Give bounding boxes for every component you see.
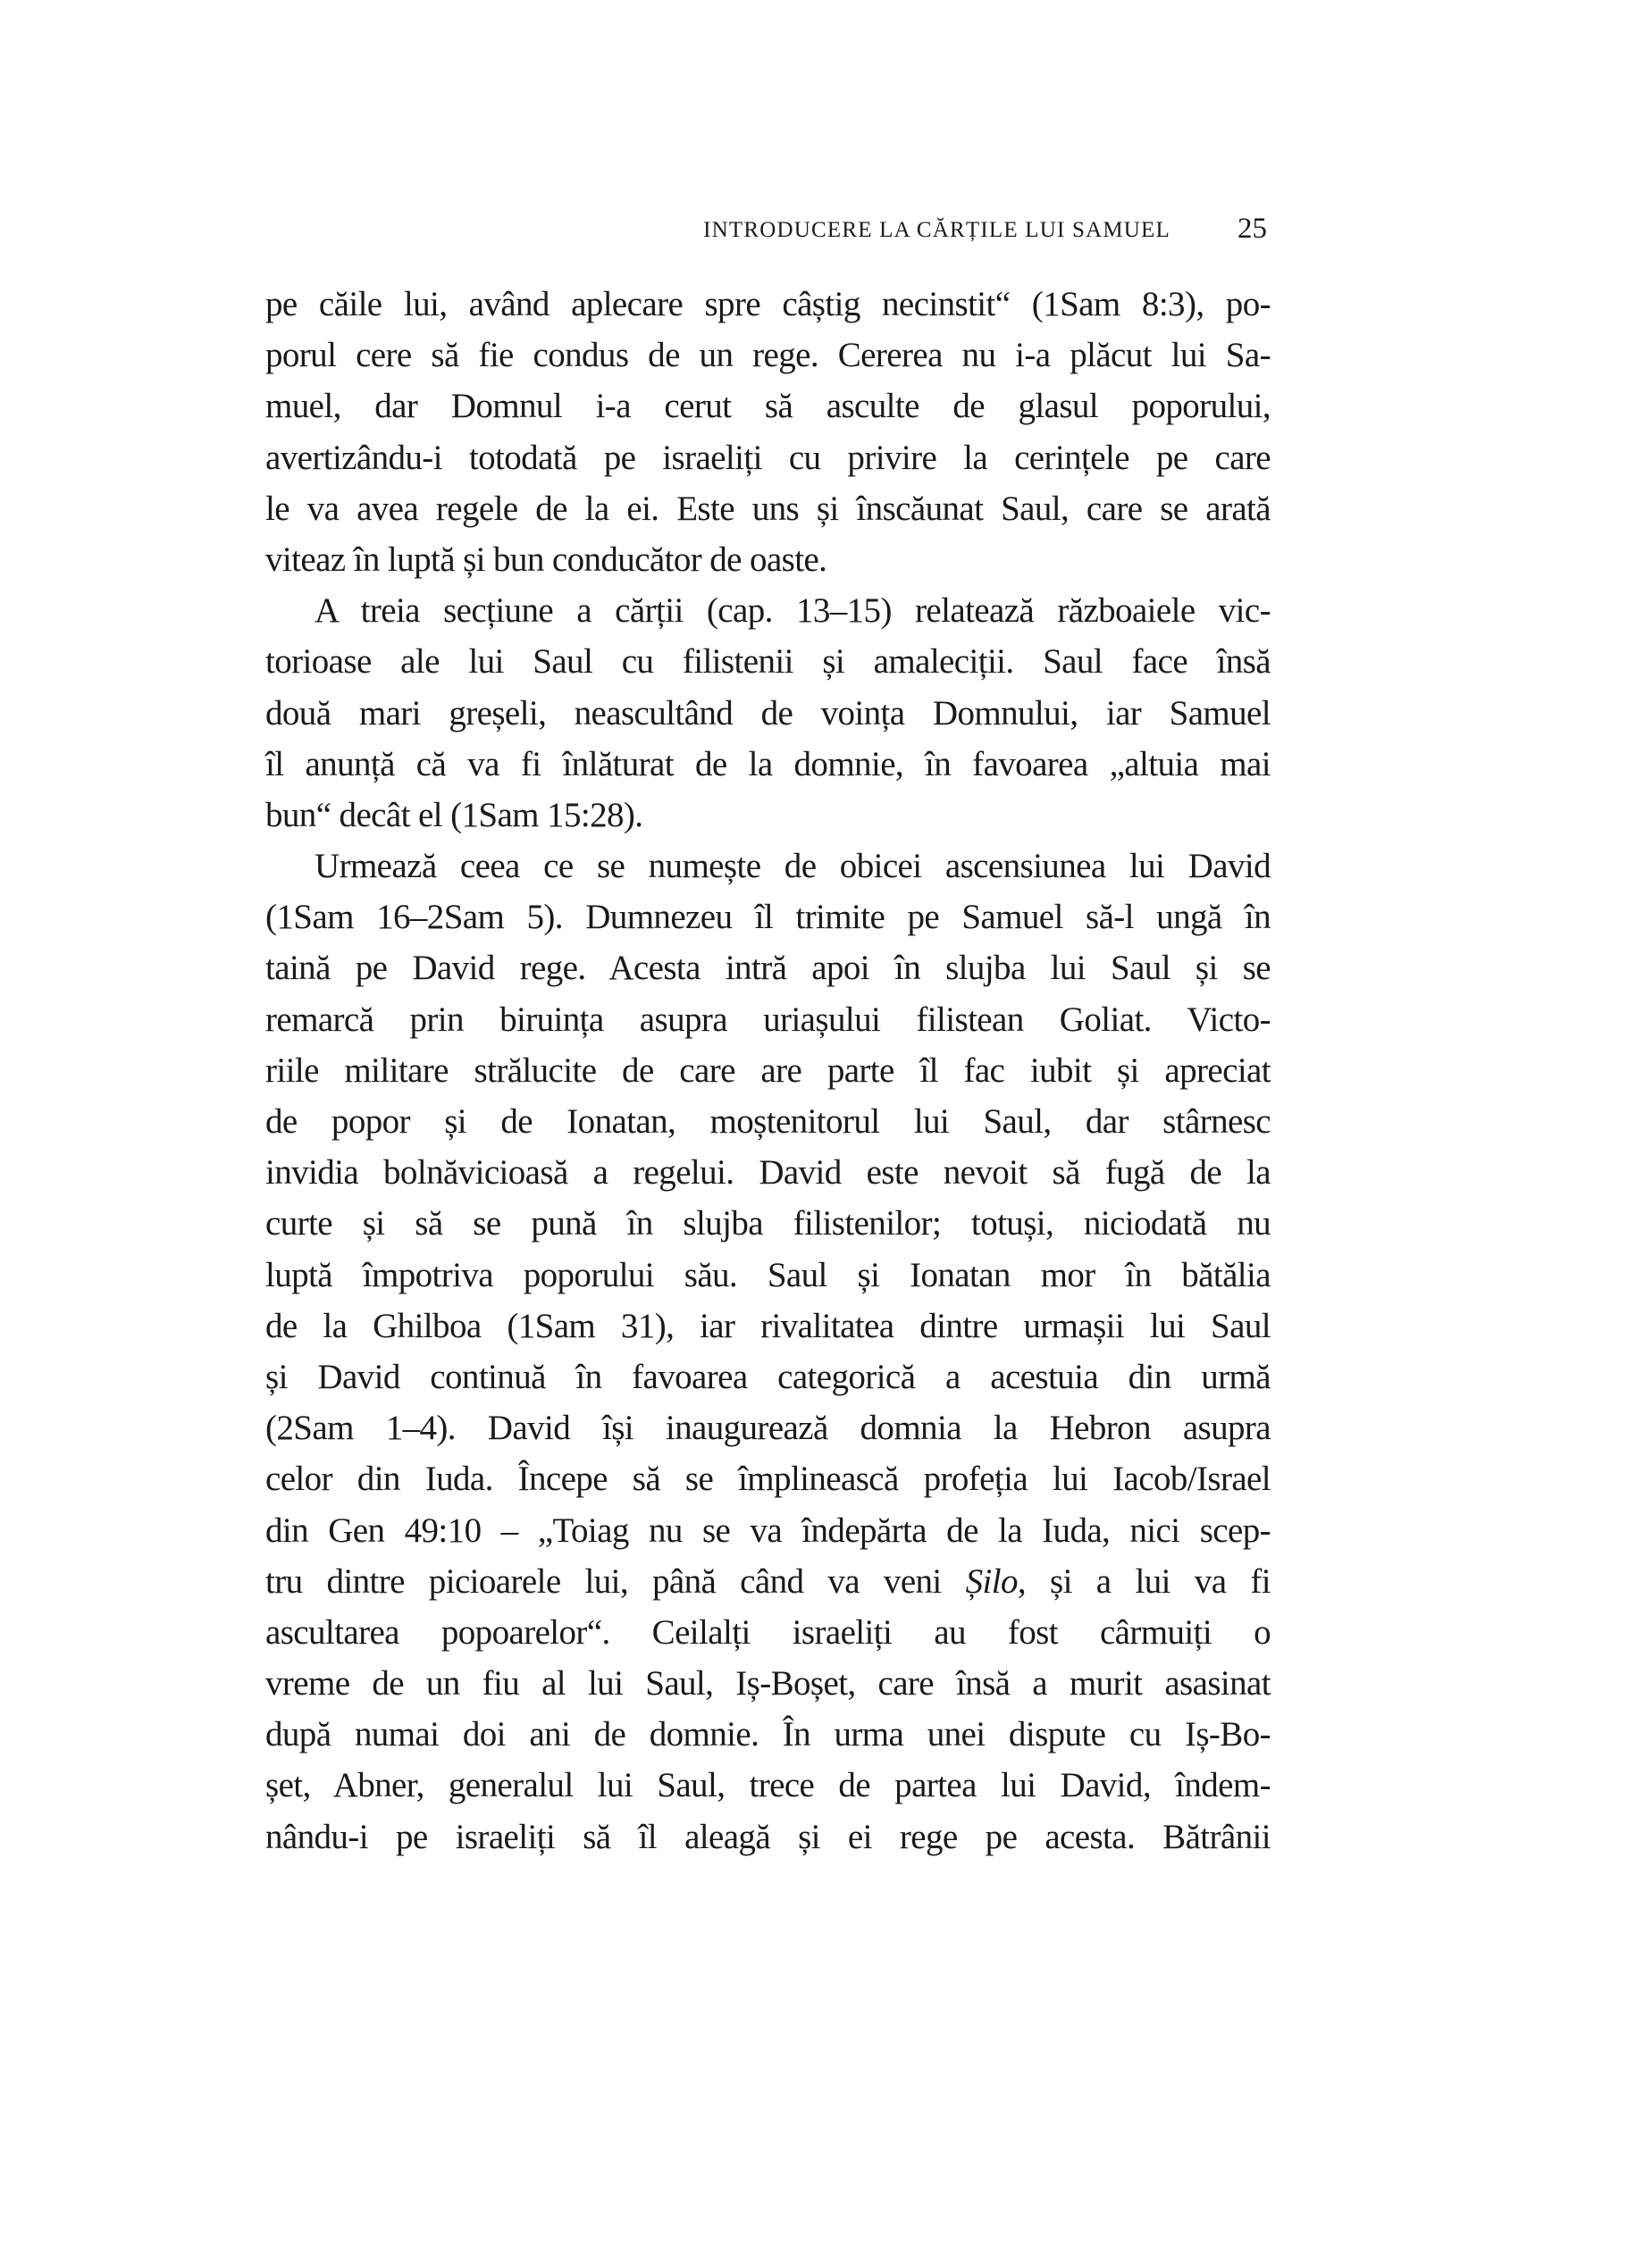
text-line: șet, Abner, generalul lui Saul, trece de partea lui David, îndem- [265,1766,1271,1805]
text-line: riile militare strălucite de care are parte îl fac iubit și apreciat [265,1050,1271,1090]
text-line: bun“ decât el (1Sam 15:28). [265,795,643,834]
text-line: celor din Iuda. Începe să se împlinească profeția lui Iacob/Israel [265,1460,1271,1499]
paragraph [265,585,1271,841]
text-line: invidia bolnăvicioasă a regelui. David este nevoit să fugă de la [265,1153,1271,1193]
paragraph [265,279,1271,585]
page-number: 25 [1237,213,1267,245]
body-text [265,279,1271,1862]
text-line: vreme de un fiu al lui Saul, Iș-Boșet, care însă a murit asasinat [265,1664,1271,1703]
text-line: nându-i pe israeliți să îl aleagă și ei rege pe acesta. Bătrânii [265,1817,1271,1856]
text-line: porul cere să fie condus de un rege. Cererea nu i-a plăcut lui Sa- [265,336,1271,375]
text-line: remarcă prin biruința asupra uriașului filistean Goliat. Victo- [265,1000,1271,1039]
text-line: avertizându-i totodată pe israeliți cu privire la cerințele pe care [265,438,1271,477]
paragraph [265,841,1271,1862]
text-line: și David continuă în favoarea categorică a acestuia din urmă [265,1357,1271,1396]
text-line: din Gen 49:10 – „Toiag nu se va îndepărta de la Iuda, nici scep- [265,1511,1271,1550]
text-line: A treia secțiune a cărții (cap. 13–15) relatează războaiele vic- [315,591,1271,631]
text-line: pe căile lui, având aplecare spre câștig necinstit“ (1Sam 8:3), po- [265,285,1271,323]
text-line: viteaz în luptă și bun conducător de oaste. [265,540,827,579]
text-line: Urmează ceea ce se numește de obicei ascensiunea lui David [315,847,1271,886]
text-line: două mari greșeli, neascultând de voința Domnului, iar Samuel [265,693,1271,732]
text-line: curte și să se pună în slujba filistenilor; totuși, niciodată nu [265,1204,1271,1243]
running-head-title: INTRODUCERE LA CĂRȚILE LUI SAMUEL [703,218,1170,242]
italic-term: Șilo [965,1561,1018,1601]
text-line: ascultarea popoarelor“. Ceilalți israeliți au fost cârmuiți o [265,1612,1271,1652]
text-line: după numai doi ani de domnie. În urma unei dispute cu Iș-Bo- [265,1715,1271,1754]
text-line: muel, dar Domnul i-a cerut să asculte de glasul poporului, [265,387,1271,426]
text-line: tru dintre picioarele lui, până când va veni Șilo, și a lui va fi [265,1561,1271,1601]
text-line: (1Sam 16–2Sam 5). Dumnezeu îl trimite pe Samuel să-l ungă în [265,898,1271,937]
text-line: îl anunță că va fi înlăturat de la domnie, în favoarea „altuia mai [265,744,1271,783]
text-line: taină pe David rege. Acesta intră apoi în slujba lui Saul și se [265,949,1271,988]
running-head [265,213,1271,248]
text-line: luptă împotriva poporului său. Saul și Ionatan mor în bătălia [265,1255,1271,1294]
text-line: de popor și de Ionatan, moștenitorul lui Saul, dar stârnesc [265,1102,1271,1141]
text-line: de la Ghilboa (1Sam 31), iar rivalitatea dintre urmașii lui Saul [265,1306,1271,1345]
text-line: (2Sam 1–4). David își inaugurează domnia la Hebron asupra [265,1409,1271,1448]
text-line: le va avea regele de la ei. Este uns și înscăunat Saul, care se arată [265,489,1271,528]
text-line: torioase ale lui Saul cu filistenii și amaleciții. Saul face însă [265,642,1271,682]
